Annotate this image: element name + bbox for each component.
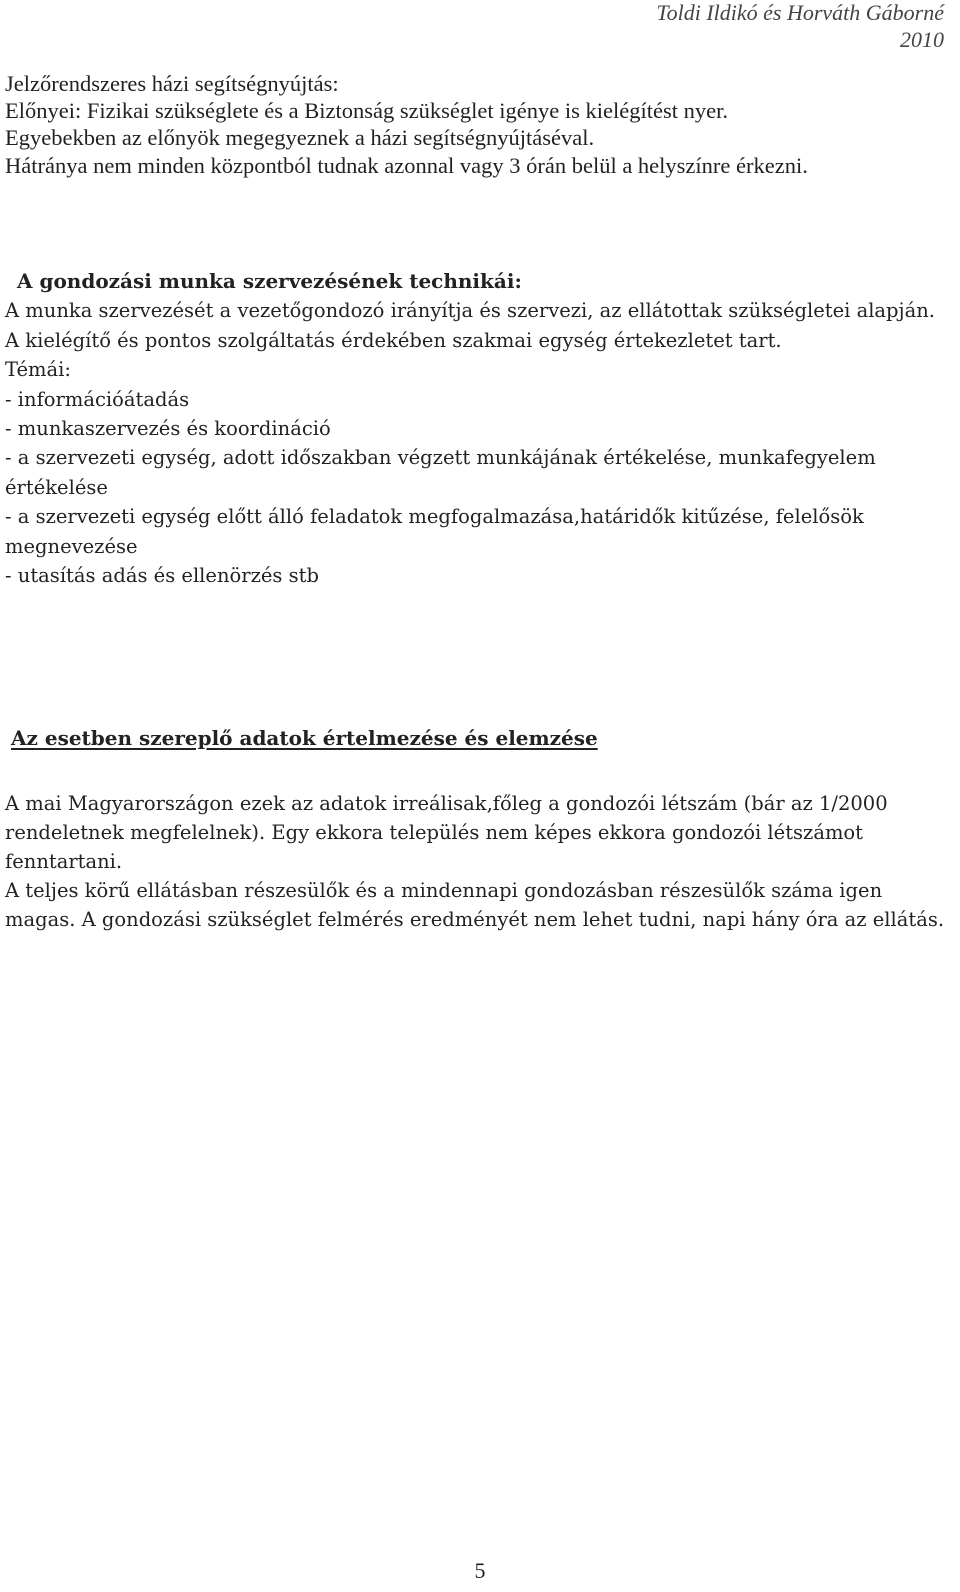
section3-paragraph: A mai Magyarországon ezek az adatok irreálisak,főleg a gondozói létszám (bár az 1/2000 rendeletnek megfelelnek). Egy ekkora település nem képes ekkora gondozói létszámot fenntartani. [5,792,888,873]
section1-line: Előnyei: Fizikai szükséglete és a Biztonság szükséglet igénye is kielégítést nyer. [5,98,728,124]
section3-heading: Az esetben szereplő adatok értelmezése és elemzése [11,726,598,750]
header-year: 2010 [900,27,944,52]
section-munkaszervezes [5,267,950,590]
topic-item: - információátadás [5,387,190,411]
page-number: 5 [474,1558,486,1583]
section2-heading: A gondozási munka szervezésének technikái: [17,269,522,293]
topic-list [5,385,950,591]
section3-paragraph: A teljes körű ellátásban részesülők és a mindennapi gondozásban részesülők száma igen magas. A gondozási szükséglet felmérés eredményét nem lehet tudni, napi hány óra az ellátás. [5,879,945,931]
topic-item: - munkaszervezés és koordináció [5,417,331,441]
topic-item: - utasítás adás és ellenörzés stb [5,564,319,588]
section1-line: Jelzőrendszeres házi segítségnyújtás: [5,71,339,96]
topic-item: - a szervezeti egység előtt álló feladatok megfogalmazása,határidők kitűzése, felelősök megnevezése [5,505,864,558]
section1-line: Hátránya nem minden központból tudnak azonnal vagy 3 órán belül a helyszínre érkezni. [5,152,808,178]
section-adatelemzes [5,722,950,934]
section2-paragraph: A munka szervezését a vezetőgondozó irányítja és szervezi, az ellátottak szükségletei alapján. [5,299,935,323]
header-author: Toldi Ildikó és Horváth Gáborné [656,0,944,25]
topic-item: - a szervezeti egység, adott időszakban végzett munkájának értékelése, munkafegyelem értékelése [5,446,876,499]
section-jelzorendszer [5,70,950,179]
section2-paragraph: A kielégítő és pontos szolgáltatás érdekében szakmai egység értekezletet tart. [5,328,782,352]
section1-line: Egyebekben az előnyök megegyeznek a házi segítségnyújtáséval. [5,125,595,151]
section2-paragraph: Témái: [5,358,71,382]
